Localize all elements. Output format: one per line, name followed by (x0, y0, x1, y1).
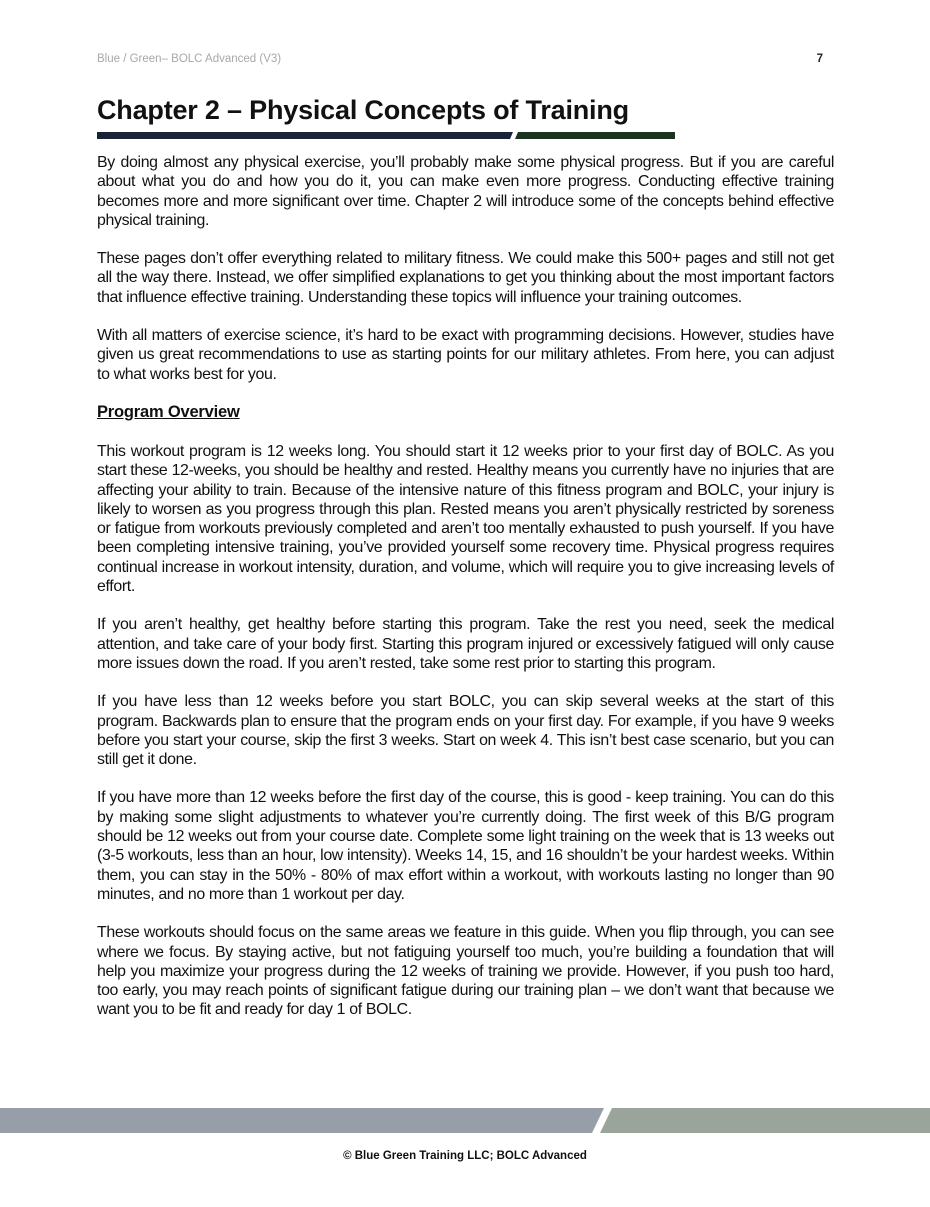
running-header: Blue / Green– BOLC Advanced (V3) (97, 53, 282, 65)
title-rule-navy-segment (97, 132, 513, 139)
section-paragraph: This workout program is 12 weeks long. You should start it 12 weeks prior to your first day of BOLC. As you start these 12-weeks, you should be healthy and rested. Healthy means you currently have no injuries that are affecting your ability to train. Because of the intensive nature of this fitness program and BOLC, your injury is likely to worsen as you progress through this plan. Rested means you aren’t physically restricted by soreness or fatigue from workouts previously completed and aren’t too mentally exhausted to push yourself. If you have been completing intensive training, you’ve provided yourself some recovery time. Physical progress requires continual increase in workout intensity, duration, and volume, which will require you to give increasing levels of effort. (97, 442, 834, 596)
section-paragraph: If you aren’t healthy, get healthy before starting this program. Take the rest you need, seek the medical attention, and take care of your body first. Starting this program injured or excessively fatigued will only cause more issues down the road. If you aren’t rested, take some rest prior to starting this program. (97, 616, 834, 672)
title-underline-rule (97, 132, 675, 139)
section-paragraph: If you have less than 12 weeks before you start BOLC, you can skip several weeks at the start of this program. Backwards plan to ensure that the program ends on your first day. For example, if you have 9 weeks before you start your course, skip the first 3 weeks. Start on week 4. This isn’t best case scenario, but you can still get it done. (97, 693, 834, 769)
chapter-title: Chapter 2 – Physical Concepts of Training (97, 95, 629, 125)
section-paragraph: If you have more than 12 weeks before the first day of the course, this is good - keep training. You can do this by making some slight adjustments to whatever you’re currently doing. The first week of this B/G program should be 12 weeks out from your course date. Complete some light training on the week that is 13 weeks out (3-5 workouts, less than an hour, low intensity). Weeks 14, 15, and 16 shouldn’t be your hardest weeks. Within them, you can stay in the 50% - 80% of max effort within a workout, with workouts lasting no longer than 90 minutes, and no more than 1 workout per day. (97, 789, 834, 903)
title-rule-green-segment (515, 132, 675, 139)
footer-band-green-segment (600, 1108, 930, 1133)
footer-copyright: © Blue Green Training LLC; BOLC Advanced (343, 1150, 587, 1162)
section-paragraph: These workouts should focus on the same areas we feature in this guide. When you flip through, you can see where we focus. By staying active, but not fatiguing yourself too much, you’re building a foundation that will help you maximize your progress during the 12 weeks of training we provide. However, if you push too hard, too early, you may reach points of significant fatigue during our training plan – we don’t want that because we want you to be fit and ready for day 1 of BOLC. (97, 924, 834, 1019)
intro-paragraph: With all matters of exercise science, it’s hard to be exact with programming decisions. However, studies have given us great recommendations to use as starting points for our military athletes. From here, you can adjust to what works best for you. (97, 327, 834, 383)
intro-paragraph: By doing almost any physical exercise, you’ll probably make some physical progress. But if you are careful about what you do and how you do it, you can make even more progress. Conducting effective training becomes more and more significant over time. Chapter 2 will introduce some of the concepts behind effective physical training. (97, 154, 834, 229)
page-body (97, 153, 834, 1039)
page-number: 7 (816, 53, 823, 65)
intro-paragraph: These pages don’t offer everything related to military fitness. We could make this 500+ pages and still not get all the way there. Instead, we offer simplified explanations to get you thinking about the most important factors that influence effective training. Understanding these topics will influence your training outcomes. (97, 250, 834, 306)
section-heading-program-overview: Program Overview (97, 402, 240, 421)
footer-decorative-band (0, 1108, 930, 1133)
footer-band-gray-segment (0, 1108, 604, 1133)
